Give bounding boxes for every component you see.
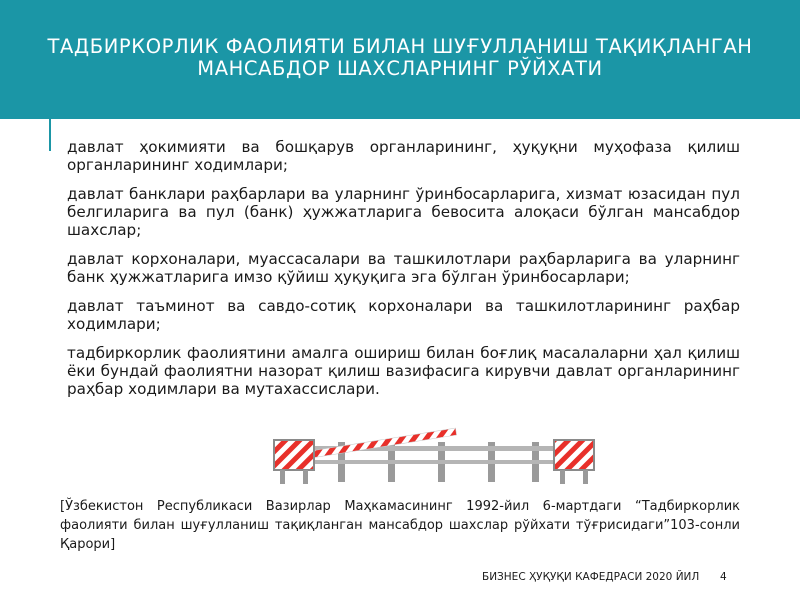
page-number: 4 (720, 571, 727, 583)
citation: [Ўзбекистон Республикаси Вазирлар Маҳкамасининг 1992-йил 6-мартдаги “Тадбиркорлик фаолияти билан шуғулланиш тақиқланган мансабдор шахслар рўйхати тўғрисидаги”103-сонли Қарори] (60, 499, 740, 552)
footer-text: БИЗНЕС ҲУҚУҚИ КАФЕДРАСИ 2020 ЙИЛ (482, 571, 700, 583)
slide-title (10, 36, 790, 80)
bullet-item: давлат таъминот ва савдо-сотиқ корхоналари ва ташкилотларининг раҳбар ходимлари; (67, 297, 740, 333)
bullet-list (67, 138, 740, 409)
bullet-item: давлат корхоналари, муассасалари ва ташкилотлари раҳбарларига ва уларнинг банк ҳужжатларига имзо қўйиш ҳуқуқига эга бўлган ўринбосарлари; (67, 250, 740, 286)
accent-line (49, 119, 51, 151)
slide-header (0, 0, 800, 119)
bullet-item: тадбиркорлик фаолиятини амалга ошириш билан боғлиқ масалаларни ҳал қилиш ёки бундай фаолиятни назорат қилиш вазифасига кирувчи давлат органларининг раҳбар ходимлари ва мутахассислари. (67, 344, 740, 398)
slide-title-line-2: МАНСАБДОР ШАХСЛАРНИНГ РЎЙХАТИ (197, 57, 603, 80)
road-barrier-icon (270, 424, 600, 486)
slide-title-line-1: ТАДБИРКОРЛИК ФАОЛИЯТИ БИЛАН ШУҒУЛЛАНИШ ТАҚИҚЛАНГАН (47, 35, 753, 58)
bullet-item: давлат ҳокимияти ва бошқарув органларининг, ҳуқуқни муҳофаза қилиш органларининг ходимлари; (67, 138, 740, 174)
bullet-item: давлат банклари раҳбарлари ва уларнинг ўринбосарларига, хизмат юзасидан пул белгиларига ва пул (банк) ҳужжатларига бевосита алоқаси бўлган мансабдор шахслар; (67, 185, 740, 239)
